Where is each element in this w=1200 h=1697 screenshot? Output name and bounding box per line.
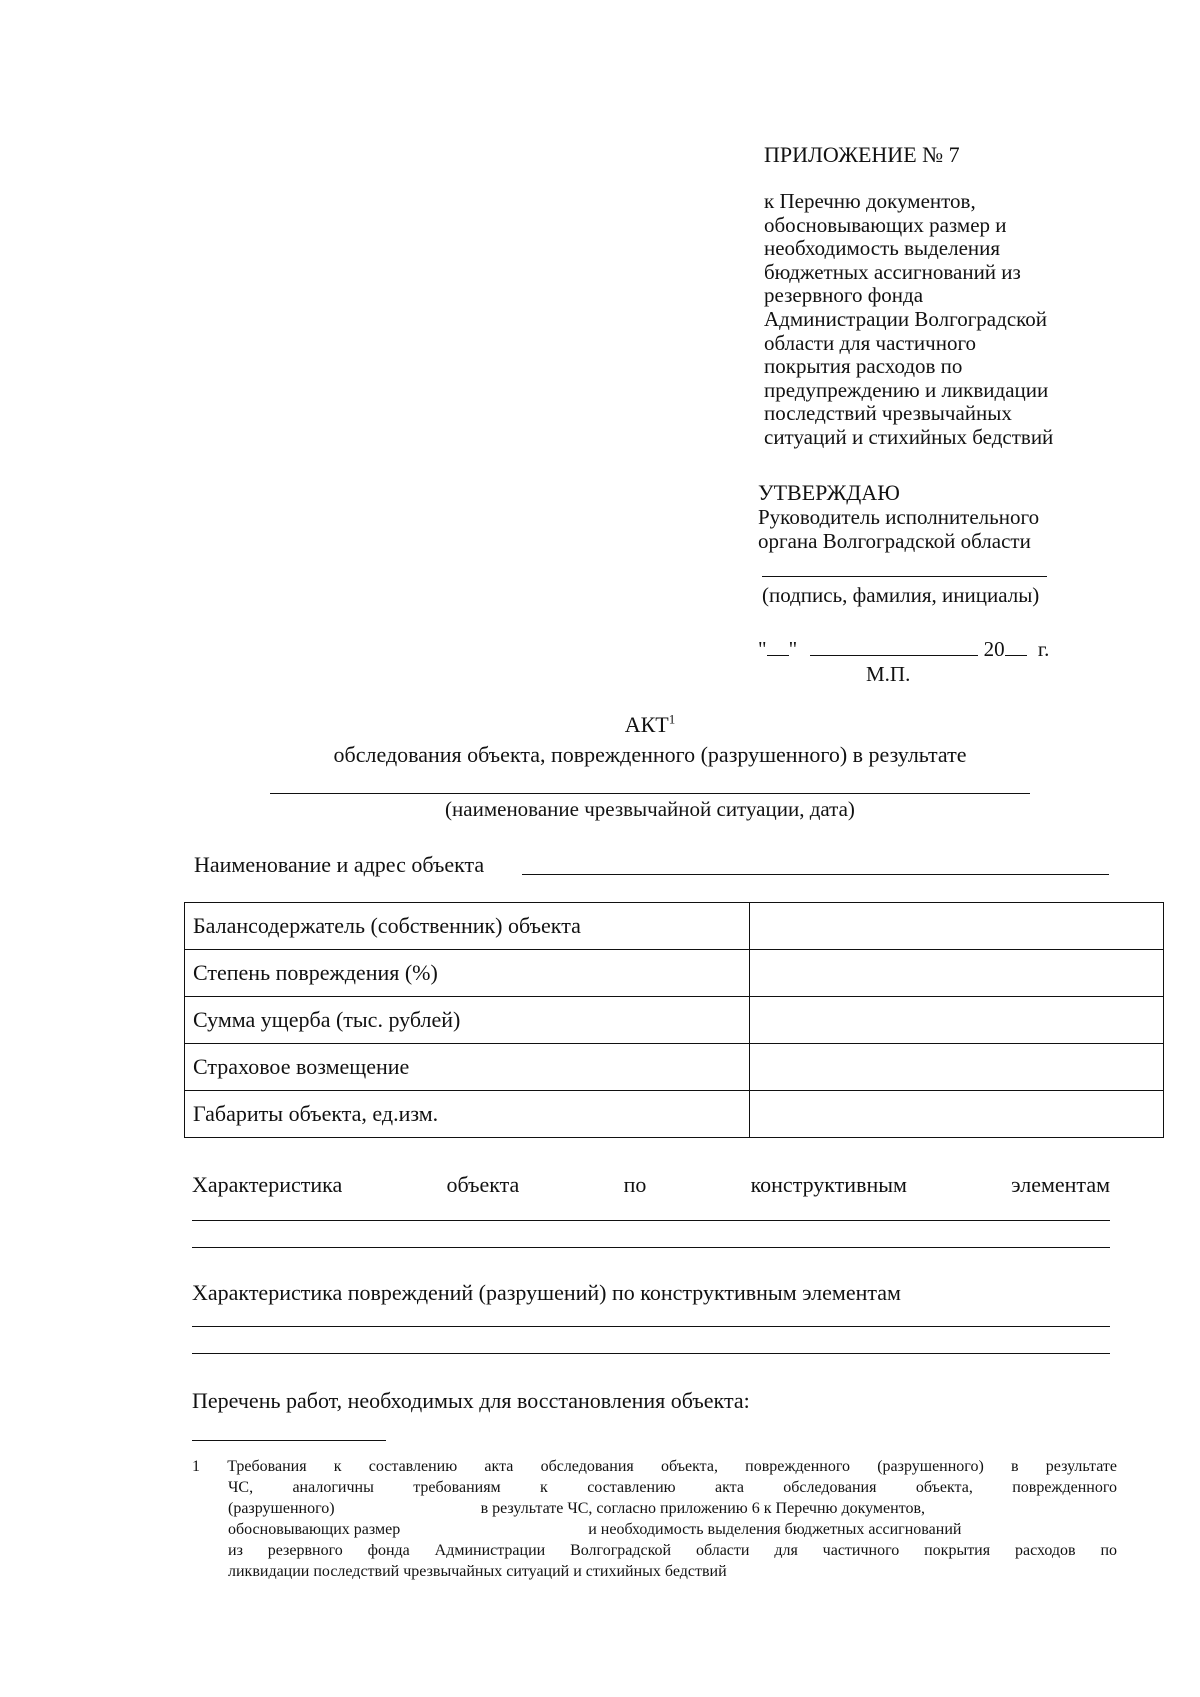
table-row	[185, 903, 1164, 950]
appendix-line: необходимость выделения	[764, 236, 1001, 261]
emergency-name-line[interactable]	[270, 793, 1030, 794]
date-year-prefix: 20	[983, 637, 1005, 661]
date-quote-close: "	[788, 637, 798, 661]
act-subtitle: обследования объекта, поврежденного (разрушенного) в результате	[333, 742, 967, 767]
appendix-line: последствий чрезвычайных	[764, 401, 1012, 426]
footnote-line: ЧС, аналогичны требованиям к составлению акта обследования объекта, поврежденного	[228, 1479, 1117, 1496]
structural-characteristics-line[interactable]	[192, 1220, 1110, 1221]
emergency-caption: (наименование чрезвычайной ситуации, дата)	[445, 797, 855, 821]
damage-characteristics-label: Характеристика повреждений (разрушений) по конструктивным элементам	[192, 1280, 901, 1305]
row-value[interactable]	[750, 997, 1164, 1044]
row-value[interactable]	[750, 950, 1164, 997]
footnote-line: (разрушенного) в результате ЧС, согласно приложению 6 к Перечню документов,	[228, 1500, 926, 1517]
footnote	[192, 1456, 1117, 1582]
appendix-line: к Перечню документов,	[764, 189, 976, 213]
works-list-label: Перечень работ, необходимых для восстановления объекта:	[192, 1388, 750, 1413]
date-day-blank[interactable]	[767, 655, 789, 656]
date-month-blank[interactable]	[810, 655, 978, 656]
footnote-separator	[192, 1440, 386, 1441]
row-label: Степень повреждения (%)	[185, 950, 750, 997]
signature-line[interactable]	[762, 576, 1047, 577]
damage-characteristics-line[interactable]	[192, 1353, 1110, 1354]
approval-position	[758, 505, 1039, 553]
approval-heading: УТВЕРЖДАЮ	[758, 480, 900, 505]
damage-characteristics-line[interactable]	[192, 1326, 1110, 1327]
date-quote-open: "	[758, 637, 767, 661]
structural-characteristics-line[interactable]	[192, 1247, 1110, 1248]
stamp-place: М.П.	[866, 662, 911, 686]
approval-date	[758, 637, 1049, 661]
signature-caption: (подпись, фамилия, инициалы)	[762, 583, 1040, 607]
table-row	[185, 997, 1164, 1044]
date-year-blank[interactable]	[1005, 655, 1027, 656]
appendix-line: обосновывающих размер и	[764, 212, 1007, 237]
footnote-number: 1	[192, 1458, 200, 1475]
table-row	[185, 1044, 1164, 1091]
row-label: Страховое возмещение	[185, 1044, 750, 1091]
appendix-line: предупреждению и ликвидации	[764, 377, 1049, 402]
object-name-label: Наименование и адрес объекта	[194, 852, 485, 877]
appendix-line: резервного фонда	[764, 283, 924, 308]
table-row	[185, 950, 1164, 997]
row-label: Габариты объекта, ед.изм.	[185, 1091, 750, 1138]
object-name-line[interactable]	[522, 874, 1109, 875]
date-year-suffix: г.	[1037, 637, 1050, 661]
footnote-line: ликвидации последствий чрезвычайных ситуаций и стихийных бедствий	[228, 1563, 727, 1580]
row-value[interactable]	[750, 1091, 1164, 1138]
row-value[interactable]	[750, 1044, 1164, 1091]
footnote-line: 1 Требования к составлению акта обследования объекта, поврежденного (разрушенного) в результате	[192, 1458, 1118, 1475]
footnote-line: из резервного фонда Администрации Волгоградской области для частичного покрытия расходов по	[228, 1542, 1117, 1559]
table-row	[185, 1091, 1164, 1138]
approval-line: Руководитель исполнительного	[758, 505, 1040, 529]
appendix-line: ситуаций и стихийных бедствий	[764, 424, 1054, 449]
appendix-line: Администрации Волгоградской	[764, 306, 1048, 331]
appendix-title: ПРИЛОЖЕНИЕ № 7	[764, 142, 960, 167]
appendix-reference	[764, 190, 1053, 450]
approval-line: органа Волгоградской области	[758, 529, 1031, 553]
footnote-line: обосновывающих размер и необходимость выделения бюджетных ассигнований	[228, 1521, 962, 1538]
appendix-line: покрытия расходов по	[764, 354, 963, 379]
act-title-text: АКТ	[624, 712, 669, 737]
appendix-line: бюджетных ассигнований из	[764, 259, 1021, 284]
act-title	[0, 712, 1200, 737]
object-info-table	[184, 902, 1164, 1138]
act-footnote-mark: 1	[668, 711, 676, 727]
row-value[interactable]	[750, 903, 1164, 950]
appendix-line: области для частичного	[764, 330, 977, 355]
row-label: Балансодержатель (собственник) объекта	[185, 903, 750, 950]
row-label: Сумма ущерба (тыс. рублей)	[185, 997, 750, 1044]
structural-characteristics-label: Характеристика объекта по конструктивным элементам	[192, 1172, 1110, 1197]
